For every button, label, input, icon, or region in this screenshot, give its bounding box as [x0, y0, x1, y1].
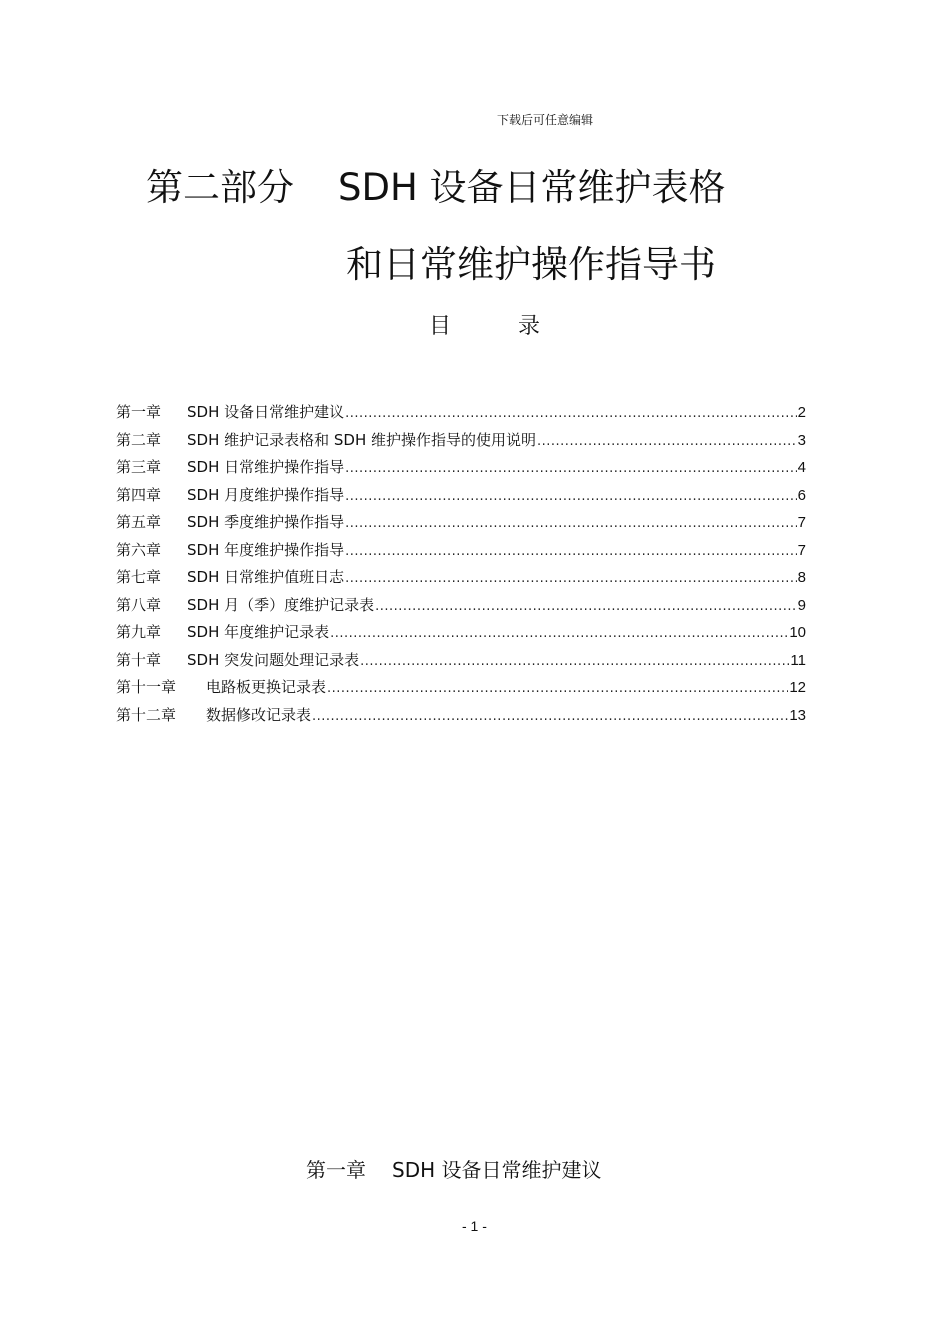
table-of-contents	[116, 399, 806, 729]
toc-leader-dots	[360, 648, 789, 676]
document-title-line-1	[146, 163, 726, 213]
toc-page-number: 4	[797, 459, 806, 476]
toc-title: 数据修改记录表	[206, 705, 312, 724]
header-note: 下载后可任意编辑	[497, 113, 594, 127]
chapter-number: 第一章	[306, 1158, 366, 1182]
toc-chapter: 第六章	[116, 540, 162, 559]
toc-entry[interactable]	[116, 509, 806, 537]
toc-leader-dots	[375, 593, 797, 621]
toc-title: 电路板更换记录表	[206, 678, 327, 696]
title-part: 第二部分	[146, 166, 294, 209]
toc-leader-dots	[345, 455, 797, 483]
toc-entry[interactable]	[116, 674, 806, 702]
toc-entry[interactable]	[116, 647, 806, 675]
toc-page-number: 7	[797, 514, 806, 531]
toc-page-number: 10	[789, 624, 806, 641]
toc-leader-dots	[327, 675, 788, 703]
toc-title: SDH 日常维护值班日志	[187, 568, 345, 586]
toc-chapter: 第一章	[116, 403, 162, 421]
toc-chapter: 第四章	[116, 485, 162, 504]
document-title-line-2: 和日常维护操作指导书	[346, 243, 716, 286]
toc-page-number: 2	[797, 404, 806, 421]
chapter-heading	[306, 1156, 602, 1184]
toc-title: SDH 年度维护记录表	[187, 623, 330, 641]
title-main: SDH 设备日常维护表格	[338, 166, 726, 209]
toc-leader-dots	[345, 565, 797, 593]
toc-entry[interactable]	[116, 592, 806, 620]
toc-title: SDH 维护记录表格和 SDH 维护操作指导的使用说明	[187, 430, 537, 449]
toc-chapter: 第十二章	[116, 705, 177, 724]
toc-page-number: 6	[797, 486, 806, 504]
toc-chapter: 第五章	[116, 513, 162, 531]
toc-chapter: 第十章	[116, 650, 162, 669]
toc-chapter: 第二章	[116, 430, 162, 449]
toc-chapter: 第八章	[116, 595, 162, 614]
page-number: - 1 -	[462, 1218, 487, 1234]
toc-title: SDH 月度维护操作指导	[187, 485, 345, 504]
toc-entry[interactable]	[116, 427, 806, 455]
toc-leader-dots	[345, 400, 797, 428]
toc-entry[interactable]	[116, 482, 806, 510]
toc-leader-dots	[312, 703, 788, 731]
toc-page-number: 13	[789, 706, 806, 724]
toc-leader-dots	[345, 483, 797, 511]
toc-chapter: 第三章	[116, 458, 162, 476]
toc-title: SDH 突发问题处理记录表	[187, 650, 360, 669]
toc-heading: 目 录	[429, 314, 570, 339]
toc-title: SDH 年度维护操作指导	[187, 540, 345, 559]
toc-chapter: 第九章	[116, 623, 162, 641]
toc-page-number: 8	[797, 569, 806, 586]
toc-page-number: 11	[790, 651, 806, 669]
toc-leader-dots	[345, 510, 797, 538]
toc-page-number: 3	[797, 431, 806, 449]
toc-leader-dots	[537, 428, 797, 456]
toc-title: SDH 月（季）度维护记录表	[187, 595, 375, 614]
toc-entry[interactable]	[116, 564, 806, 592]
toc-entry[interactable]	[116, 619, 806, 647]
toc-chapter: 第十一章	[116, 678, 177, 696]
toc-leader-dots	[330, 620, 788, 648]
toc-entry[interactable]	[116, 454, 806, 482]
toc-page-number: 7	[797, 541, 806, 559]
toc-title: SDH 季度维护操作指导	[187, 513, 345, 531]
chapter-title: SDH 设备日常维护建议	[392, 1158, 602, 1182]
toc-entry[interactable]	[116, 537, 806, 565]
toc-page-number: 9	[797, 596, 806, 614]
toc-chapter: 第七章	[116, 568, 162, 586]
toc-entry[interactable]	[116, 702, 806, 730]
toc-title: SDH 日常维护操作指导	[187, 458, 345, 476]
toc-leader-dots	[345, 538, 797, 566]
toc-title: SDH 设备日常维护建议	[187, 403, 345, 421]
toc-entry[interactable]	[116, 399, 806, 427]
toc-page-number: 12	[789, 679, 806, 696]
